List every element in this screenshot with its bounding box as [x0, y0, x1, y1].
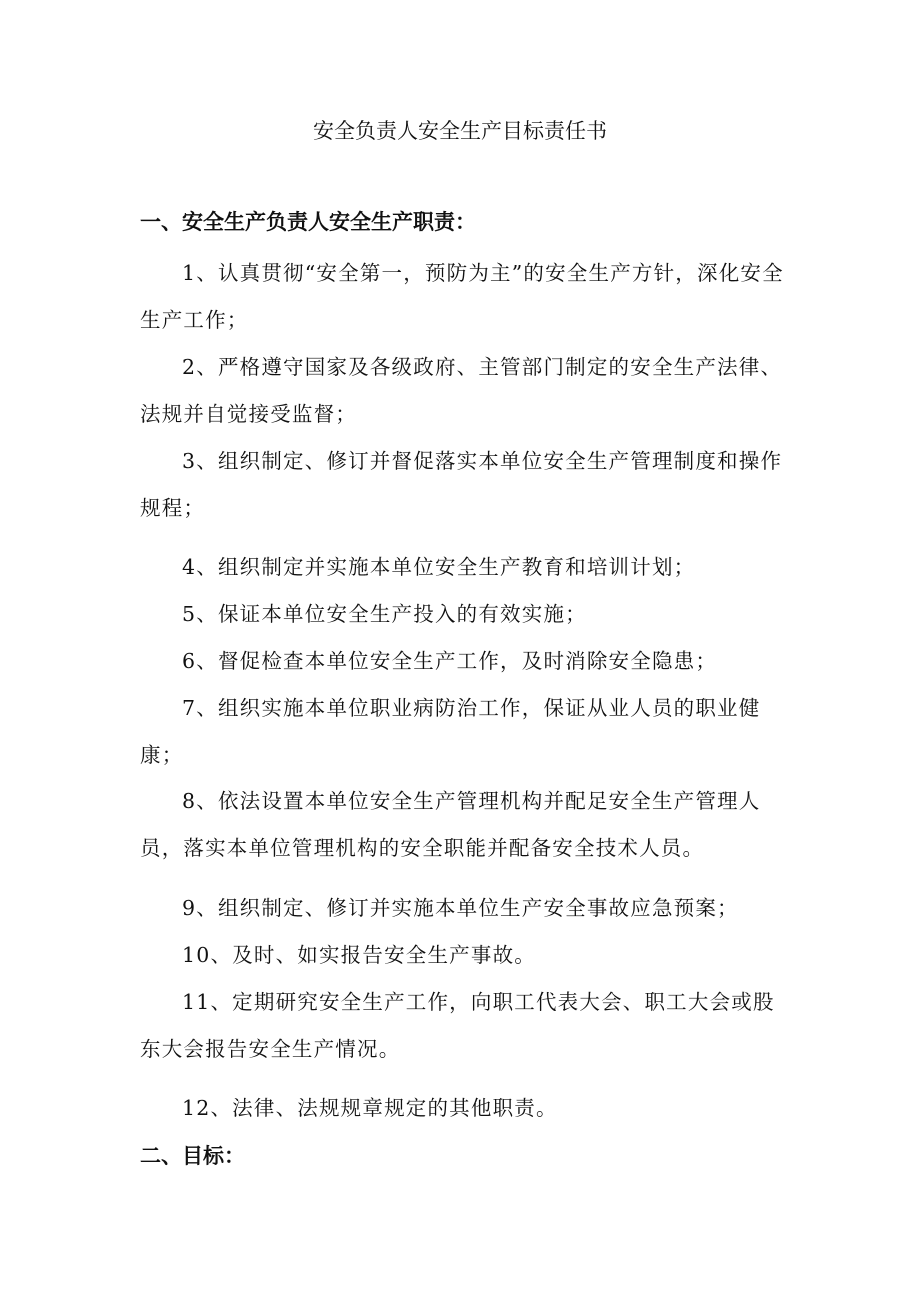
duty-item-9: 9、组织制定、修订并实施本单位生产安全事故应急预案； — [182, 896, 739, 920]
duty-item-1: 1、认真贯彻“安全第一，预防为主”的安全生产方针，深化安全生产工作； — [140, 261, 784, 332]
duty-item-10: 10、及时、如实报告安全生产事故。 — [182, 943, 536, 967]
duty-item-7: 7、组织实施本单位职业病防治工作，保证从业人员的职业健康； — [140, 696, 761, 767]
duty-item-4: 4、组织制定并实施本单位安全生产教育和培训计划； — [182, 555, 696, 579]
document-title: 安全负责人安全生产目标责任书 — [313, 119, 607, 143]
section-heading-goals: 二、目标： — [140, 1143, 245, 1168]
duty-item-6: 6、督促检查本单位安全生产工作，及时消除安全隐患； — [182, 649, 718, 673]
duty-item-12: 12、法律、法规规章规定的其他职责。 — [182, 1096, 558, 1120]
duty-item-3: 3、组织制定、修订并督促落实本单位安全生产管理制度和操作规程； — [140, 449, 783, 520]
duty-item-5: 5、保证本单位安全生产投入的有效实施； — [182, 602, 587, 626]
duty-item-8: 8、依法设置本单位安全生产管理机构并配足安全生产管理人员，落实本单位管理机构的安全职能并配备安全技术人员。 — [140, 789, 761, 860]
section-heading-duties: 一、安全生产负责人安全生产职责： — [140, 209, 476, 234]
duty-item-11: 11、定期研究安全生产工作，向职工代表大会、职工大会或股东大会报告安全生产情况。 — [140, 990, 775, 1061]
duty-item-2: 2、严格遵守国家及各级政府、主管部门制定的安全生产法律、法规并自觉接受监督； — [140, 355, 783, 426]
